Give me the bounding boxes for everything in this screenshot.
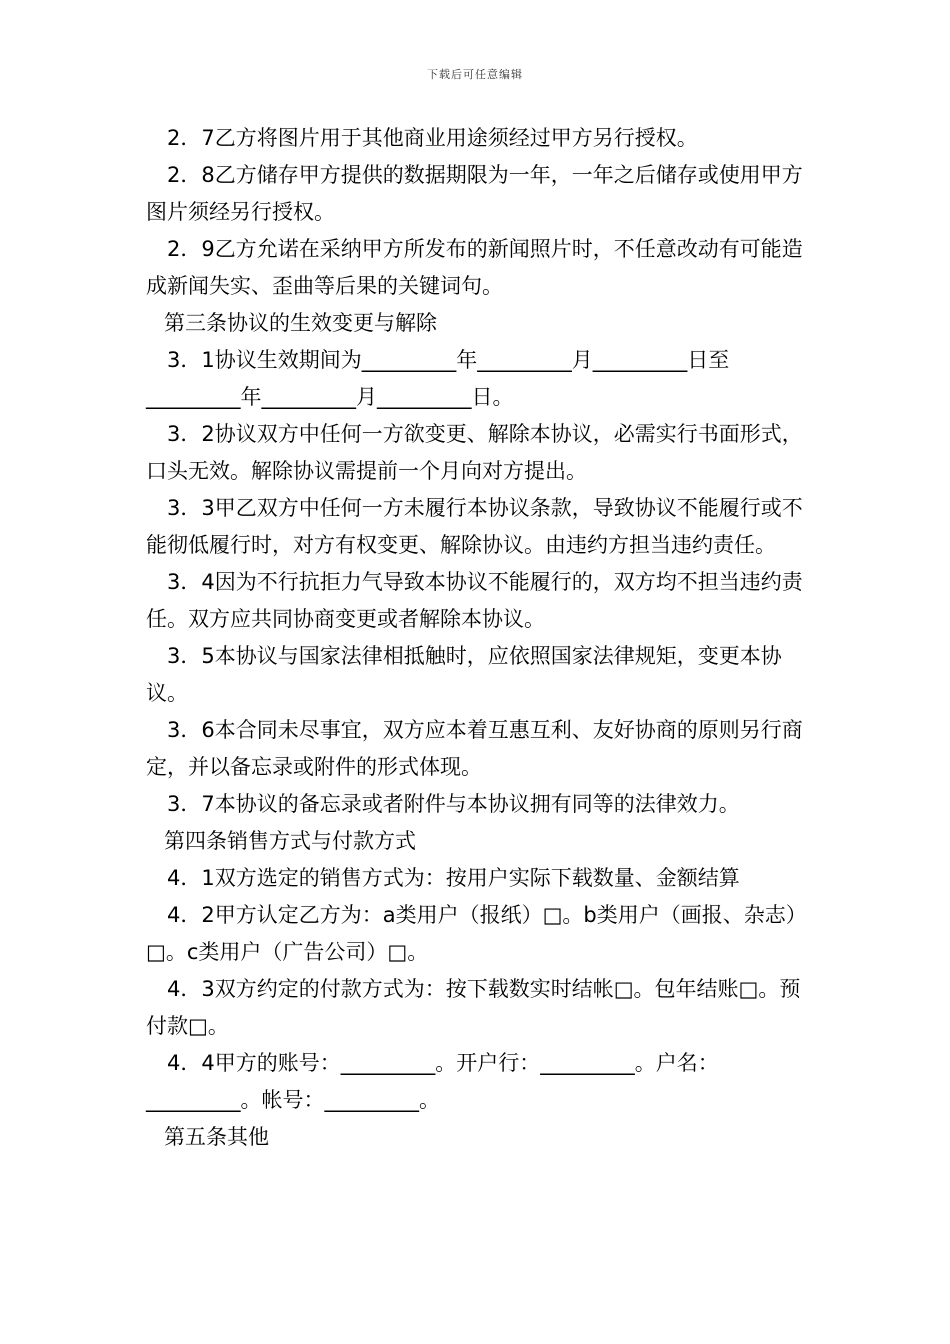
clause-3-5: 3．5本协议与国家法律相抵触时，应依照国家法律规矩，变更本协议。: [146, 644, 782, 705]
section-heading-5: 第五条其他: [164, 1125, 269, 1149]
clause-3-3: 3．3甲乙双方中任何一方未履行本协议条款，导致协议不能履行或不能彻低履行时，对方有权变更、解除协议。由违约方担当违约责任。: [146, 496, 803, 557]
clause-4-2: 4．2甲方认定乙方为：a类用户（报纸）□。b类用户（画报、杂志）□。c类用户（广告公司）□。: [146, 903, 807, 964]
clause-2-8: 2．8乙方储存甲方提供的数据期限为一年，一年之后储存或使用甲方图片须经另行授权。: [146, 163, 803, 224]
clause-4-4: 4．4甲方的账号：_________。开户行：_________。户名：_________。帐号：_________。: [146, 1051, 719, 1112]
clause-3-4: 3．4因为不行抗拒力气导致本协议不能履行的，双方均不担当违约责任。双方应共同协商变更或者解除本协议。: [146, 570, 803, 631]
clause-4-3: 4．3双方约定的付款方式为：按下载数实时结帐□。包年结账□。预付款□。: [146, 977, 801, 1038]
page-header: 下载后可任意编辑: [427, 68, 523, 81]
clause-3-2: 3．2协议双方中任何一方欲变更、解除本协议，必需实行书面形式，口头无效。解除协议需提前一个月向对方提出。: [146, 422, 803, 483]
clause-2-9: 2．9乙方允诺在采纳甲方所发布的新闻照片时，不任意改动有可能造成新闻失实、歪曲等后果的关键词句。: [146, 237, 803, 298]
document-body: [146, 120, 812, 1156]
section-heading-3: 第三条协议的生效变更与解除: [164, 311, 437, 335]
clause-4-1: 4．1双方选定的销售方式为：按用户实际下载数量、金额结算: [167, 866, 740, 890]
section-heading-4: 第四条销售方式与付款方式: [164, 829, 416, 853]
clause-3-1: 3．1协议生效期间为_________年_________月_________日至_________年_________月_________日。: [146, 348, 730, 409]
clause-2-7: 2．7乙方将图片用于其他商业用途须经过甲方另行授权。: [167, 126, 698, 150]
clause-3-6: 3．6本合同未尽事宜，双方应本着互惠互利、友好协商的原则另行商定，并以备忘录或附件的形式体现。: [146, 718, 803, 779]
clause-3-7: 3．7本协议的备忘录或者附件与本协议拥有同等的法律效力。: [167, 792, 740, 816]
